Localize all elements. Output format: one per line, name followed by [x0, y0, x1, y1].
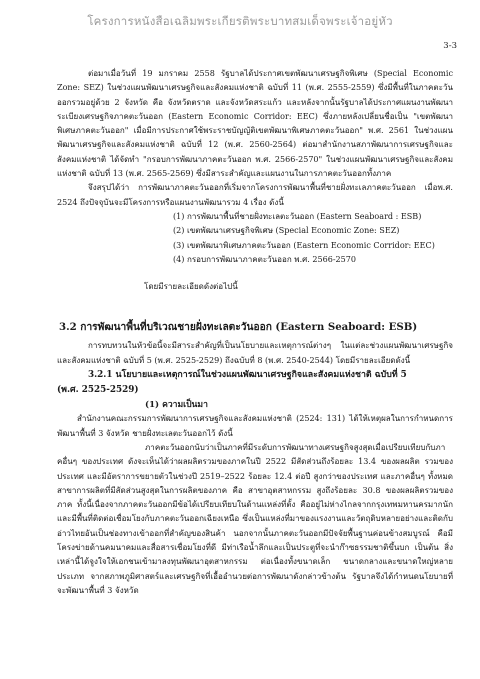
subsection-heading-3-2-1 [57, 368, 453, 383]
development-plan-list [57, 210, 453, 267]
list-item: (2) เขตพัฒนาเศรษฐกิจพิเศษ (Special Economic Zone: SEZ) [173, 226, 400, 236]
header-title: โครงการหนังสือเฉลิมพระเกียรติพระบาทสมเด็จพระเจ้าอยู่หัว [87, 14, 393, 28]
subsection-heading-line1: 3.2.1 นโยบายและเหตุการณ์ในช่วงแผนพัฒนาเศรษฐกิจและสังคมแห่งชาติ ฉบับที่ 5 [88, 370, 407, 381]
intro-paragraph-1: ต่อมาเมื่อวันที่ 19 มกราคม 2558 รัฐบาลได้ประกาศเขตพัฒนาเศรษฐกิจพิเศษ (Special Economic Zone: SEZ) ในช่วงแผนพัฒนาเศรษฐกิจและสังคมแห่งชาติ ฉบับที่ 11 (พ.ศ. 2555-2559) ซึ่งมีพื้นที่ในภาคตะวันออกรวมอยู่ด้วย 2 จังหวัด คือ จังหวัดตราด และจังหวัดสระแก้ว และหลังจากนั้นรัฐบาลได้ประกาศแผนงานพัฒนาระเบียงเศรษฐกิจภาคตะวันออก (Eastern Economic Corridor: EEC) ซึ่งภายหลังเปลี่ยนชื่อเป็น "เขตพัฒนาพิเศษภาคตะวันออก" เมื่อมีการประกาศใช้พระราชบัญญัติเขตพัฒนาพิเศษภาคตะวันออก" พ.ศ. 2561 ในช่วงแผนพัฒนาเศรษฐกิจและสังคมแห่งชาติ ฉบับที่ 12 (พ.ศ. 2560-2564) ต่อมาสำนักงานสภาพัฒนาการเศรษฐกิจและสังคมแห่งชาติ ได้จัดทำ "กรอบการพัฒนาภาคตะวันออก พ.ศ. 2566-2570" ในช่วงแผนพัฒนาเศรษฐกิจและสังคมแห่งชาติ ฉบับที่ 13 (พ.ศ. 2565-2569) ซึ่งมีสาระสำคัญและแผนงานในการภาคตะวันออกทั้งภาค [57, 69, 453, 179]
background-paragraph-b: ภาคตะวันออกนับว่าเป็นภาคที่มีระดับการพัฒนาทางเศรษฐกิจสูงสุดเมื่อเปรียบเทียบกับภาคอื่นๆ ของประเทศ ดังจะเห็นได้ว่าผลผลิตรวมของภาคในปี 2522 มีสัดส่วนถึงร้อยละ 13.4 ของผลผลิต รวมของประเทศ และมีอัตราการขยายตัวในช่วงปี 2519–2522 ร้อยละ 12.4 ต่อปี สูงกว่าของประเทศ และภาคอื่นๆ ทั้งหมด สาขาการผลิตที่มีสัดส่วนสูงสุดในการผลิตของภาค คือ สาขาอุตสาหกรรม สูงถึงร้อยละ 30.8 ของผลผลิตรวมของภาค ทั้งนี้เนื่องจากภาคตะวันออกมีข้อได้เปรียบเทียบในด้านแหล่งที่ตั้ง คืออยู่ไม่ห่างไกลจากกรุงเทพมหานครมากนัก และมีพื้นที่ติดต่อเชื่อมโยงกับภาคตะวันออกเฉียงเหนือ ซึ่งเป็นแหล่งที่มาของแรงงานและวัตถุดิบหลายอย่างและติดกับอ่าวไทยอันเป็นช่องทางเข้าออกที่สำคัญของสินค้า นอกจากนั้นภาคตะวันออกมีปัจจัยพื้นฐานค่อนข้างสมบูรณ์ คือมีโครงข่ายด้านคมนาคมและสื่อสารเชื่อมโยงที่ดี มีท่าเรือน้ำลึกและเป็นประตูที่จะนำก๊าซธรรมชาติขึ้นบก เป็นต้น สิ่งเหล่านี้ได้จูงใจให้เอกชนเข้ามาลงทุนพัฒนาอุตสาหกรรม ต่อเนื่องทั้งขนาดเล็ก ขนาดกลางและขนาดใหญ่หลายประเภท จากสภาพภูมิศาสตร์และเศรษฐกิจที่เอื้ออำนวยต่อการพัฒนาดังกล่าวข้างต้น รัฐบาลจึงได้กำหนดนโยบายที่จะพัฒนาพื้นที่ 3 จังหวัด [57, 442, 453, 595]
page-number: 3-3 [443, 41, 457, 51]
section-3-2-paragraph: การทบทวนในหัวข้อนี้จะมีสาระสำคัญที่เป็นนโยบายและเหตุการณ์ต่างๆ ในแต่ละช่วงแผนพัฒนาเศรษฐกิจและสังคมแห่งชาติ ฉบับที่ 5 (พ.ศ. 2525-2529) ถึงฉบับที่ 8 (พ.ศ. 2540-2544) โดยมีรายละเอียดดังนี้ [57, 341, 453, 365]
intro-closing: โดยมีรายละเอียดดังต่อไปนี้ [144, 282, 238, 292]
list-item: (3) เขตพัฒนาพิเศษภาคตะวันออก (Eastern Economic Corridor: EEC) [173, 240, 435, 250]
background-paragraph-a: สำนักงานคณะกรรมการพัฒนาการเศรษฐกิจและสังคมแห่งชาติ (2524: 131) ได้ให้เหตุผลในการกำหนดการพัฒนาพื้นที่ 3 จังหวัด ชายฝั่งทะเลตะวันออกไว้ ดังนี้ [57, 414, 453, 438]
section-heading-3-2: 3.2 การพัฒนาพื้นที่บริเวณชายฝั่งทะเลตะวันออก (Eastern Seaboard: ESB) [59, 321, 418, 334]
page-body [57, 67, 453, 598]
intro-paragraph-2: จึงสรุปได้ว่า การพัฒนาภาคตะวันออกที่เริ่มจากโครงการพัฒนาพื้นที่ชายฝั่งทะเลภาคตะวันออก เมื่อพ.ศ. 2524 ถึงปัจจุบันจะมีโครงการหรือแผนงานพัฒนารวม 4 เรื่อง ดังนี้ [57, 183, 453, 207]
running-header [0, 13, 480, 31]
list-item: (4) กรอบการพัฒนาภาคตะวันออก พ.ศ. 2566-2570 [173, 254, 357, 264]
item-heading-background: (1) ความเป็นมา [145, 400, 208, 411]
list-item: (1) การพัฒนาพื้นที่ชายฝั่งทะเลตะวันออก (Eastern Seaboard : ESB) [173, 211, 422, 221]
subsection-heading-3-2-1-years: (พ.ศ. 2525-2529) [57, 385, 139, 396]
